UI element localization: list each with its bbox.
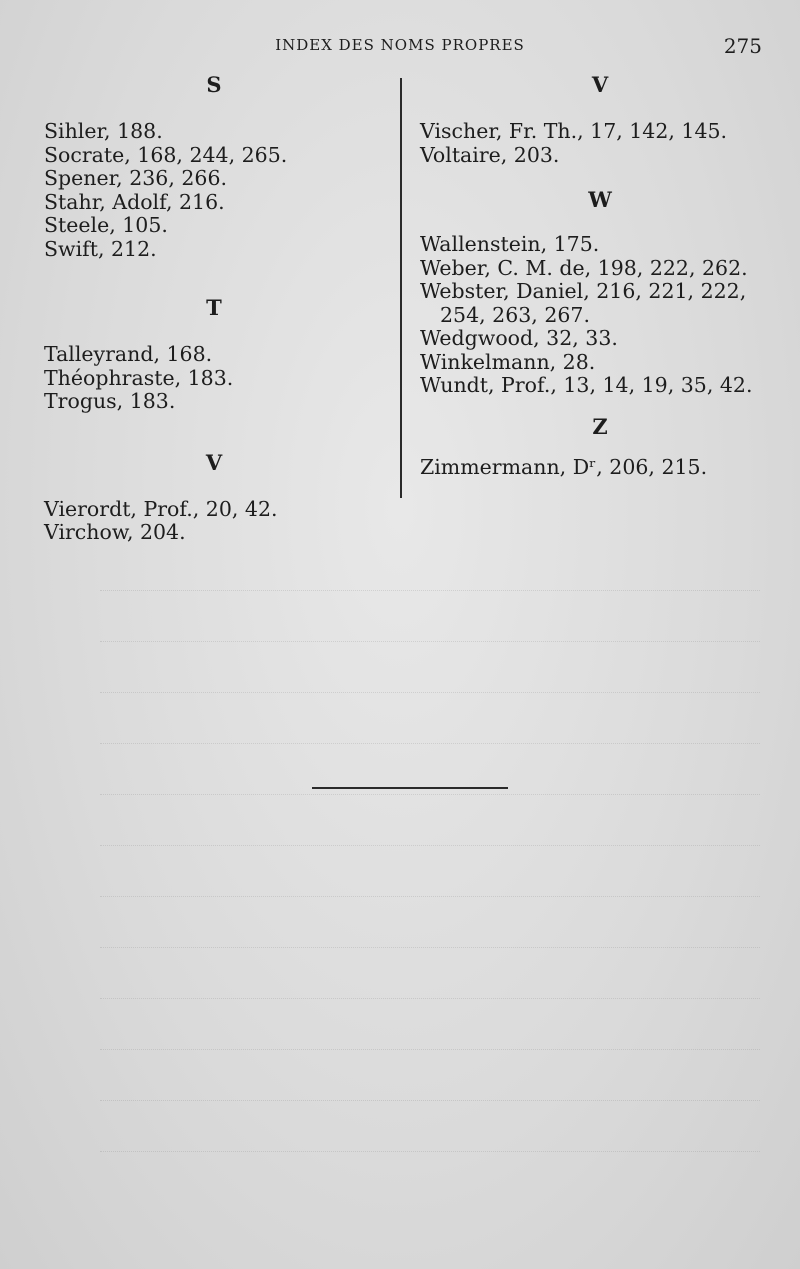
section-letter-z: Z bbox=[592, 413, 608, 439]
section-entries-v bbox=[420, 120, 780, 167]
page-number: 275 bbox=[723, 34, 762, 58]
section-entries-z bbox=[420, 456, 780, 480]
show-through-texture bbox=[100, 540, 760, 1240]
index-entry: Sihler, 188. bbox=[44, 119, 163, 143]
running-title: INDEX DES NOMS PROPRES bbox=[275, 36, 525, 54]
footer-rule bbox=[312, 787, 508, 789]
index-entry: Wedgwood, 32, 33. bbox=[420, 326, 618, 350]
index-entry: Virchow, 204. bbox=[44, 520, 186, 544]
index-entry: Spener, 236, 266. bbox=[44, 166, 228, 190]
section-letter-w: W bbox=[588, 187, 612, 212]
index-entry: Vischer, Fr. Th., 17, 142, 145. bbox=[420, 119, 728, 143]
index-entry: Webster, Daniel, 216, 221, 222, bbox=[420, 279, 747, 303]
section-entries-s bbox=[44, 120, 384, 261]
index-entry: Swift, 212. bbox=[44, 236, 157, 261]
section-letter-s: S bbox=[206, 72, 222, 97]
index-entry: Vierordt, Prof., 20, 42. bbox=[44, 496, 278, 521]
index-entry: Wundt, Prof., 13, 14, 19, 35, 42. bbox=[420, 373, 753, 397]
continuation-text: 254, 263, 267. bbox=[440, 302, 590, 327]
index-entry: Voltaire, 203. bbox=[420, 142, 560, 167]
section-letter-t: T bbox=[206, 295, 222, 320]
index-entry: Talleyrand, 168. bbox=[44, 342, 213, 366]
index-entry: Wallenstein, 175. bbox=[420, 232, 600, 256]
page-header bbox=[0, 36, 800, 66]
index-entry: Trogus, 183. bbox=[44, 389, 176, 413]
column-divider bbox=[400, 78, 402, 498]
index-entry: Winkelmann, 28. bbox=[420, 349, 596, 374]
index-entry: Théophraste, 183. bbox=[44, 365, 234, 390]
index-column-right bbox=[420, 70, 780, 479]
index-entry: Socrate, 168, 244, 265. bbox=[44, 142, 288, 167]
index-entry-continuation bbox=[420, 304, 780, 328]
index-entry: Weber, C. M. de, 198, 222, 262. bbox=[420, 255, 748, 280]
section-letter-v: V bbox=[205, 449, 223, 475]
section-entries-w bbox=[420, 233, 780, 398]
index-entry: Zimmermann, Dʳ, 206, 215. bbox=[420, 454, 708, 479]
section-entries-t bbox=[44, 343, 384, 414]
section-letter-v: V bbox=[591, 72, 609, 97]
index-column-left bbox=[44, 70, 384, 545]
section-entries-v bbox=[44, 498, 384, 545]
index-entry: Steele, 105. bbox=[44, 213, 168, 237]
index-entry: Stahr, Adolf, 216. bbox=[44, 189, 225, 214]
